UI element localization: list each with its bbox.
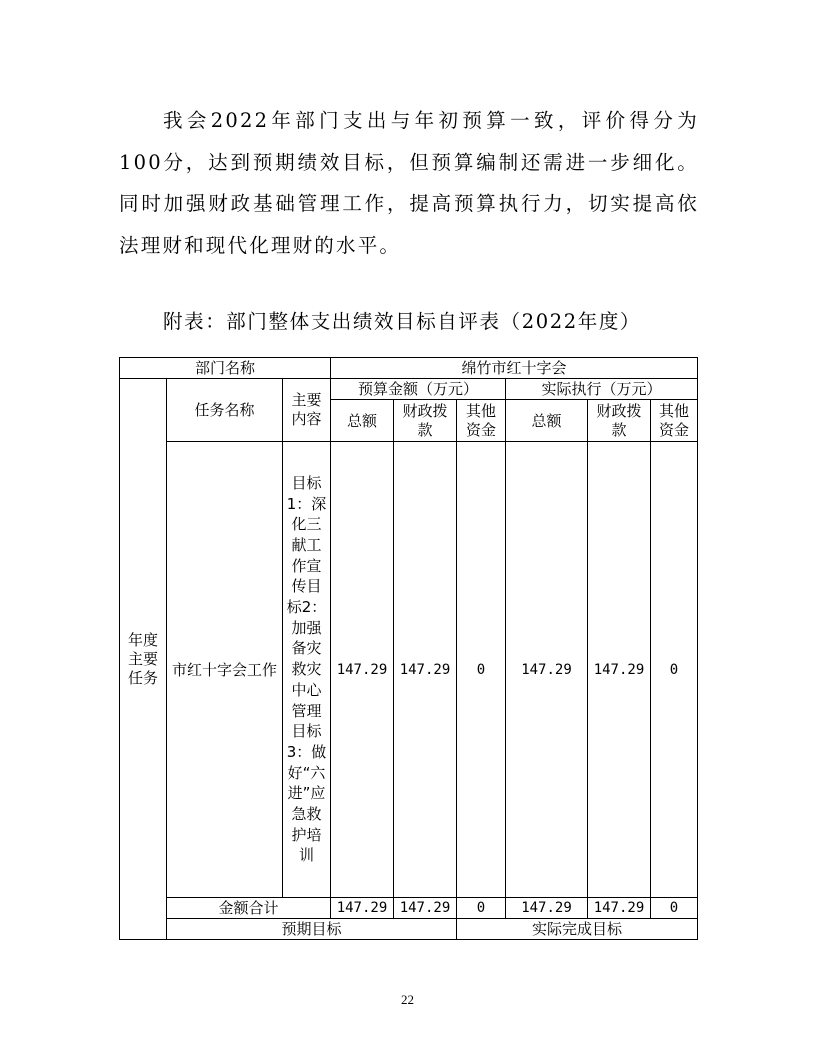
page-number: 22 [401, 992, 414, 1007]
dept-name-value: 绵竹市红十字会 [331, 358, 698, 379]
body-paragraph: 我会2022年部门支出与年初预算一致，评价得分为100分，达到预期绩效目标，但预算编制还需进一步细化。同时加强财政基础管理工作，提高预算执行力，切实提高依法理财和现代化理财的水平。 [119, 109, 699, 257]
sum-budget-other: 0 [457, 898, 506, 919]
task-budget-fiscal: 147.29 [394, 442, 457, 898]
expected-goal-header: 预期目标 [167, 919, 457, 940]
task-name-header: 任务名称 [167, 379, 283, 442]
dept-name-label: 部门名称 [120, 358, 331, 379]
task-budget-total: 147.29 [331, 442, 394, 898]
sum-actual-fiscal: 147.29 [588, 898, 651, 919]
task-actual-other: 0 [651, 442, 698, 898]
sum-actual-other: 0 [651, 898, 698, 919]
actual-total-header: 总额 [506, 400, 588, 442]
performance-self-evaluation-table [119, 357, 698, 940]
task-row [120, 442, 698, 898]
sum-actual-total: 147.29 [506, 898, 588, 919]
dept-name-row [120, 358, 698, 379]
sum-budget-fiscal: 147.29 [394, 898, 457, 919]
task-actual-fiscal: 147.29 [588, 442, 651, 898]
table-caption: 附表：部门整体支出绩效目标自评表（2022年度） [163, 310, 642, 333]
budget-total-header: 总额 [331, 400, 394, 442]
actual-other-header: 其他资金 [651, 400, 698, 442]
actual-group-header: 实际执行（万元） [506, 379, 698, 400]
main-content-header: 主要内容 [283, 379, 331, 442]
task-content-cell: 目标1：深化三献工作宣传目标2：加强备灾救灾中心管理目标3：做好“六进”应急救护培训 [283, 442, 331, 898]
actual-fiscal-header: 财政拨款 [588, 400, 651, 442]
task-name-cell: 市红十字会工作 [167, 442, 283, 898]
budget-fiscal-header: 财政拨款 [394, 400, 457, 442]
sum-budget-total: 147.29 [331, 898, 394, 919]
budget-group-header: 预算金额（万元） [331, 379, 506, 400]
header-row-1 [120, 379, 698, 400]
task-actual-total: 147.29 [506, 442, 588, 898]
task-budget-other: 0 [457, 442, 506, 898]
goal-header-row [120, 919, 698, 940]
sum-label: 金额合计 [167, 898, 331, 919]
sum-row [120, 898, 698, 919]
actual-goal-header: 实际完成目标 [457, 919, 698, 940]
budget-other-header: 其他资金 [457, 400, 506, 442]
section-label-annual-tasks: 年度主要任务 [120, 379, 167, 940]
